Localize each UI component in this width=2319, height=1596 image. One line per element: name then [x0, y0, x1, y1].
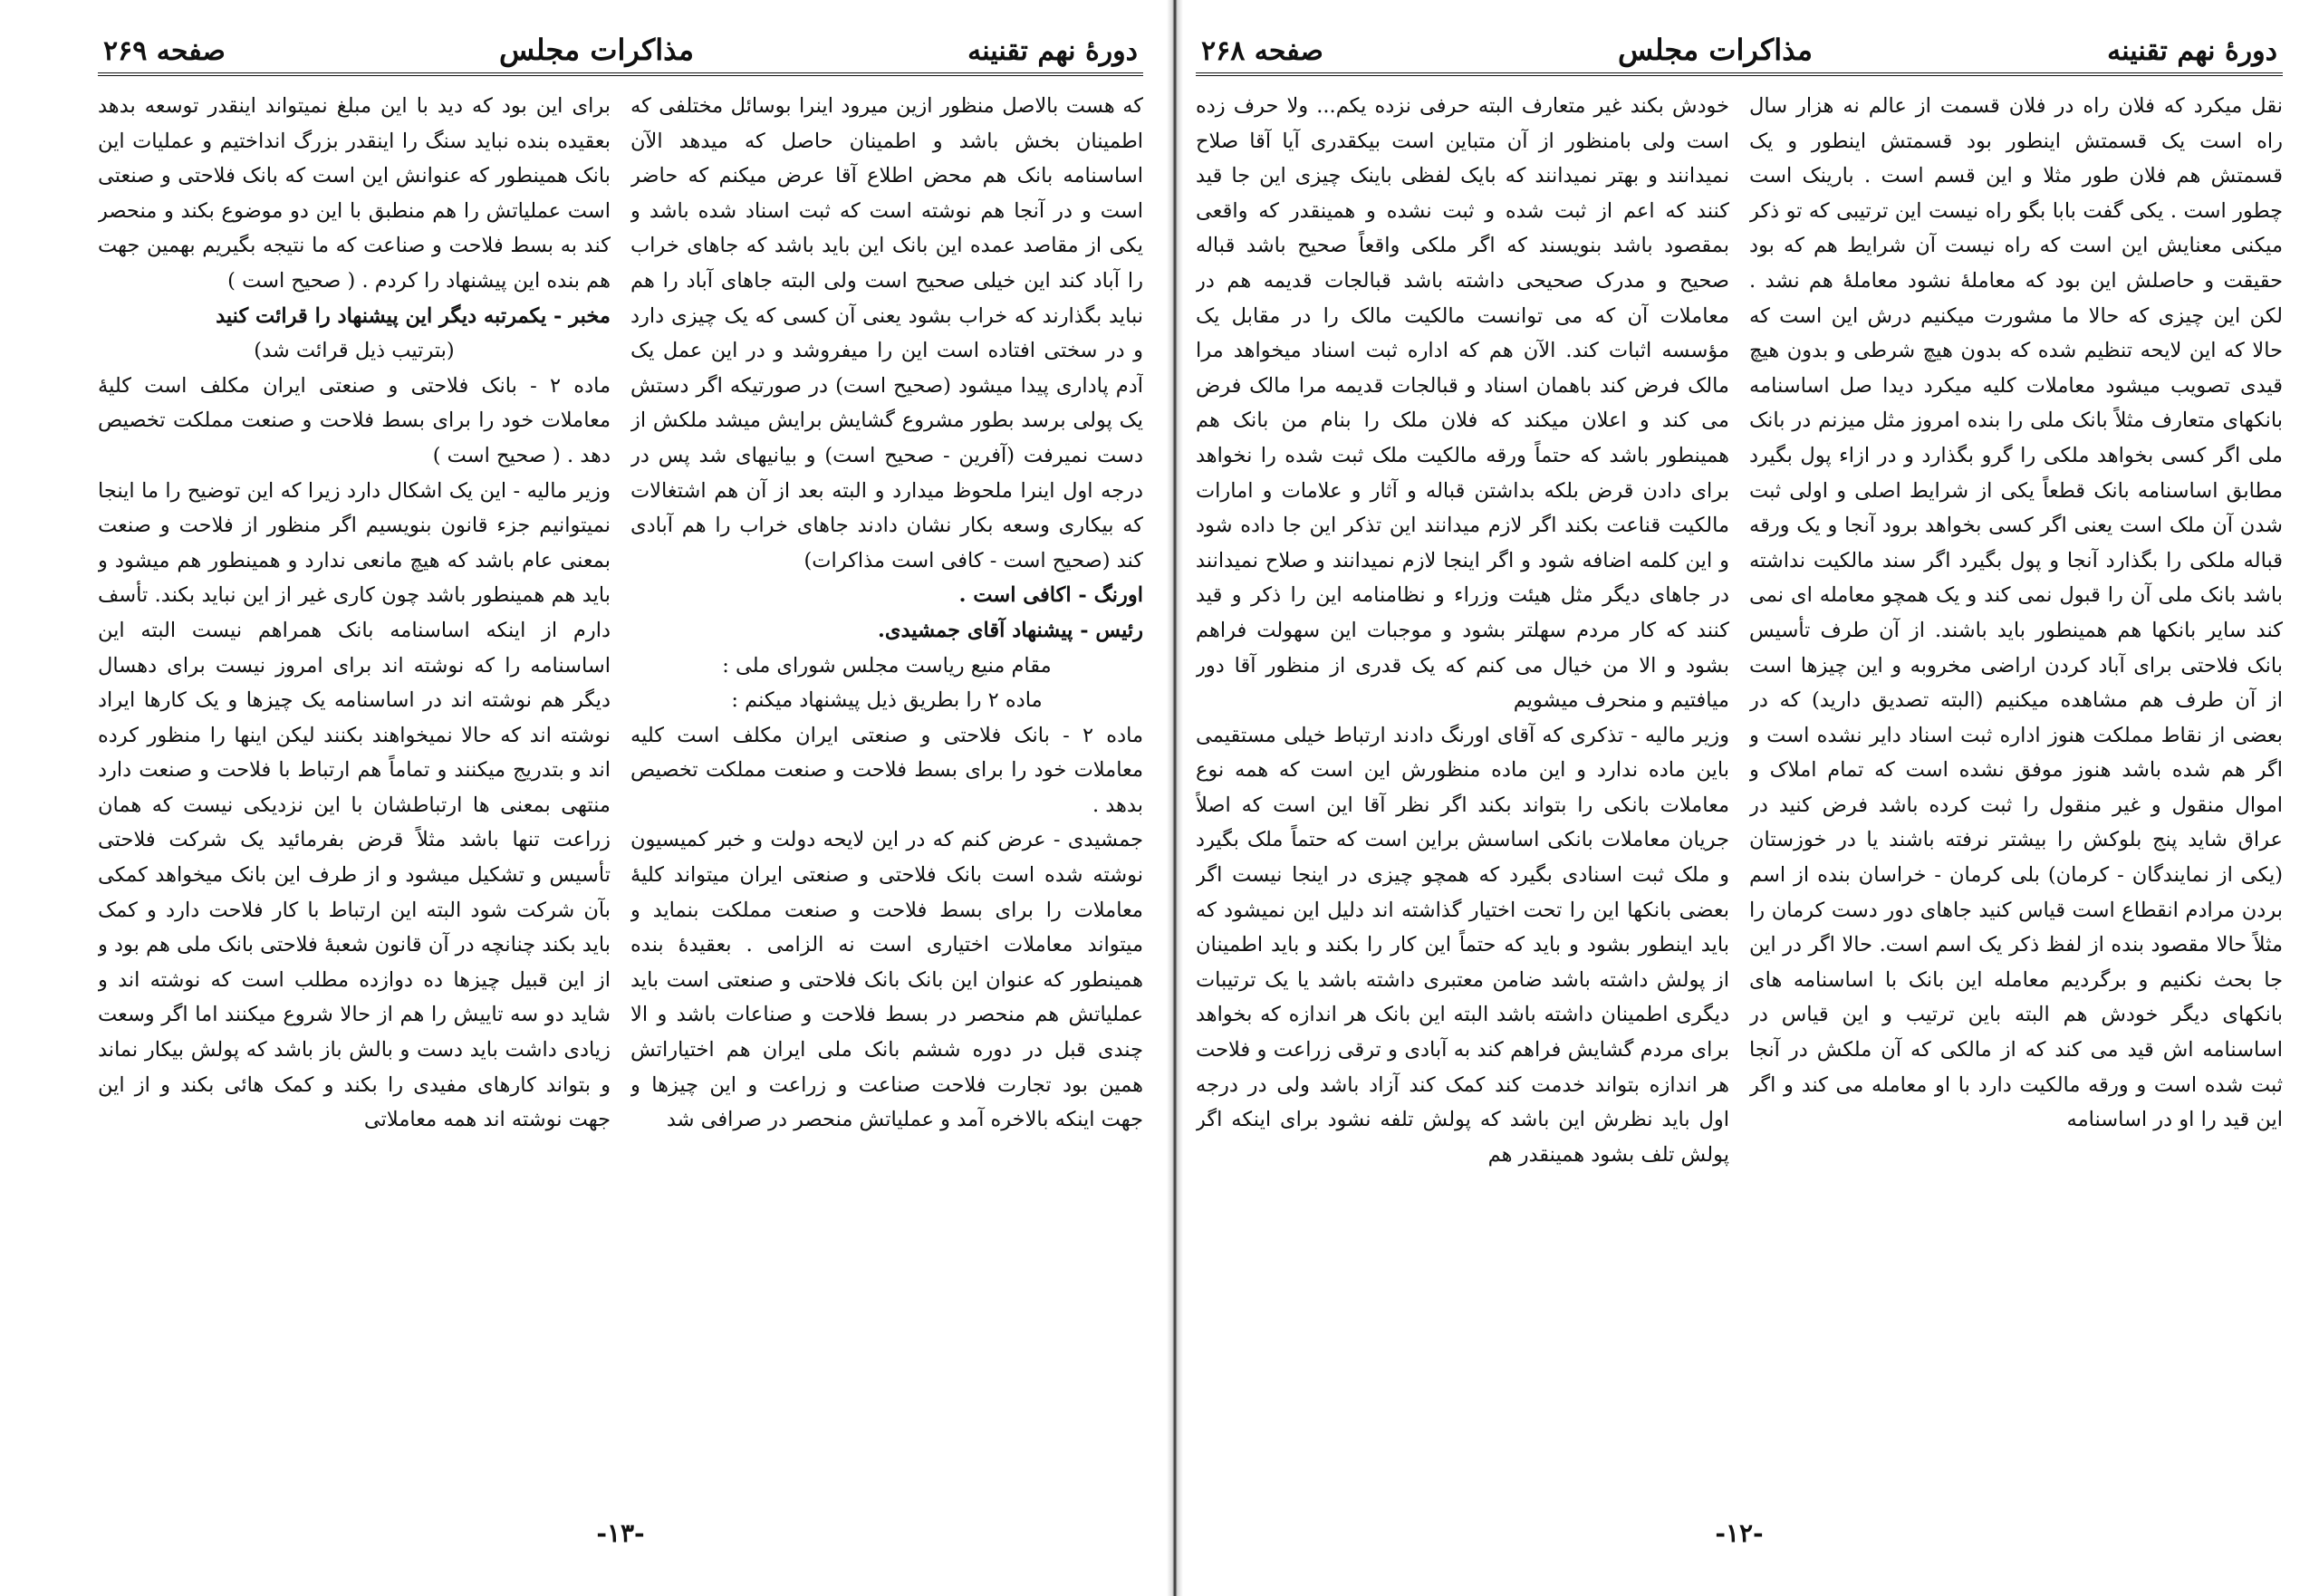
paragraph: وزیر مالیه - این یک اشکال دارد زیرا که این توضیح را ما اینجا نمیتوانیم جزء قانون بنویسیم اگر منظور از فلاحت و صنعت بمعنی عام باشد که هیچ مانعی ندارد و همینطور هم میشود و باید هم همینطور باشد چون کاری غیر از این نباید بکند. تأسف دارم از اینکه اساسنامه بانک همراهم نیست البته این اساسنامه را که نوشته اند برای امروز نیست برای دهسال دیگر هم نوشته اند در اساسنامه یک چیزها و یک کارها ایراد نوشته اند که حالا نمیخواهند بکنند لیکن اینها را منظور کرده اند و بتدریج میکنند و تماماً هم ارتباط با فلاحت و صنعت دارد منتهی بمعنی ها ارتباطشان با این نزدیکی نیست که همان زراعت تنها باشد مثلاً قرض بفرمائید یک شرکت فلاحتی تأسیس و تشکیل میشود و از طرف این بانک میخواهد کمکی بآن شرکت شود البته این ارتباط با کار فلاحت دارد و کمک باید بکند چنانچه در آن قانون شعبهٔ فلاحتی بانک ملی هم بود و از این قبیل چیزها ده دوازده مطلب است که نوشته اند و شاید دو سه تاییش را هم از حالا شروع میکنند اما اگر وسعت زیادی داشت باید دست و بالش باز باشد که پولش بیکار نماند و بتواند کارهای مفیدی را بکند و کمک هائی بکند و از این جهت نوشته اند همه معاملاتی [98, 478, 611, 1132]
paragraph: نقل میکرد که فلان راه در فلان قسمت از عالم نه هزار سال راه است یک قسمتش اینطور بود قسمتش اینطور و یک قسمتش هم فلان طور مثلا و این قسم است . بارینک است چطور است . یکی گفت بابا بگو راه نیست این ترتیبی که تو ذکر میکنی معنایش این است که راه نیست آن شرایط هم که بود حقیقت و حاصلش این بود که معاملهٔ نشود معاملهٔ هم نشد . لکن این چیزی که حالا ما مشورت میکنیم درش این است که حالا که این لایحه تنظیم شده که بدون هیچ شرطی و بدون هیچ قیدی تصویب میشود معاملات کلیه میکرد دیدا صل اساسنامه بانکهای متعارف مثلاً بانک ملی را بنده امروز مثل میزنم در بانک ملی اگر کسی بخواهد ملکی را گرو بگذارد و در ازاء پول بگیرد مطابق اساسنامه بانک قطعاً یکی از شرایط اصلی و اولی ثبت شدن آن ملک است یعنی اگر کسی بخواهد برود آنجا و یک ورقه قباله ملکی را بگذارد آنجا و پول بگیرد اگر سند مالکیت نداشته باشد بانک ملی آن را قبول نمی کند و یک همچو معامله ای نمی کند سایر بانکها هم همینطور باید باشند. از آن طرف تأسیس بانک فلاحتی برای آباد کردن اراضی مخروبه و این چیزها است از آن طرف هم مشاهده میکنیم (البته تصدیق دارید) که در بعضی از نقاط مملکت هنوز اداره ثبت اسناد دایر نشده است و اگر هم شده باشد هنوز موفق نشده است که تمام املاک و اموال منقول و غیر منقول را ثبت کرده باشد فرض کنید در عراق شاید پنج بلوکش را بیشتر نرفته باشند یا در خوزستان (یکی از نمایندگان - کرمان) بلی کرمان - خراسان بنده از اسم بردن مرادم انقطاع است قیاس کنید جاهای دور دست کرمان را مثلاً حالا مقصود بنده از لفظ ذکر یک اسم است. حالا اگر در این جا بحث نکنیم و برگردیم معامله این بانک با اساسنامه های بانکهای دیگر خودش هم البته باین ترتیب و این قیاس در اساسنامه اش قید می کند که از مالکی که آن ملکش در آنجا ثبت شده است و ورقه مالکیت دارد با او معامله می کند و اگر این قید را او در اساسنامه [1749, 94, 2283, 1132]
left-page-column-right [630, 89, 1143, 1509]
right-header-page-label: صفحه ۲۶۸ [1201, 35, 1323, 67]
speaker-line: اورنگ - اکافی است . [958, 583, 1143, 608]
right-page-column-right [1749, 89, 2283, 1509]
left-header-title: مذاکرات مجلس [498, 33, 695, 67]
left-page-number: -۱۳- [596, 1518, 645, 1548]
left-page-column-left [98, 89, 611, 1509]
paragraph: وزیر مالیه - تذکری که آقای اورنگ دادند ارتباط خیلی مستقیمی باین ماده ندارد و این ماده منظورش این است که همه نوع معاملات بانکی را بتواند بکند اگر نظر آقا این است که اصلاً جریان معاملات بانکی اساسش براین است که حتماً ملک بگیرد و ملک ثبت اسنادی بگیرد که همچو چیزی در اینجا نیست اگر بعضی بانکها این را تحت اختیار گذاشته اند دلیل این نمیشود که باید اینطور بشود و باید که حتماً این کار را بکند و باید اطمینان از پولش داشته باشد ضامن معتبری داشته باشد یا یک ترتیبات دیگری اطمینان داشته باشد البته این بانک هر اندازه که بخواهد برای مردم گشایش فراهم کند به آبادی و ترقی زراعت و فلاحت هر اندازه بتواند خدمت کند کمک کند آزاد باشد ولی در درجه اول باید نظرش این باشد که پولش تلفه نشود برای اینکه اگر پولش تلف بشود همینقدر هم [1196, 723, 1729, 1167]
right-page-column-left [1196, 89, 1729, 1509]
paragraph: جمشیدی - عرض کنم که در این لایحه دولت و خبر کمیسیون نوشته شده است بانک فلاحتی و صنعتی ایران میتواند کلیهٔ معاملات را برای بسط فلاحت و صنعت مملکت بنماید و میتواند معاملات اختیاری است نه الزامی . بعقیدهٔ بنده همینطور که عنوان این بانک بانک فلاحتی و صنعتی است باید عملیاتش هم منحصر در بسط فلاحت و صناعات باشد و الا چندی قبل در دوره ششم بانک ملی ایران هم اختیاراتش همین بود تجارت فلاحت صناعت و زراعت و این چیزها و جهت اینکه بالاخره آمد و عملیاتش منحصر در صرافی شد [630, 828, 1143, 1132]
left-header-page-label: صفحه ۲۶۹ [103, 35, 226, 67]
speaker-line: رئیس - پیشنهاد آقای جمشیدی. [878, 618, 1143, 642]
paragraph: خودش بکند غیر متعارف البته حرفی نزده یکم... ولا حرف زده است ولی بامنظور از آن متباین است بیکقدری آیا آقا صلاح نمیدانند و بهتر نمیدانند که بایک لفظی باینک چیزی این جا قید کنند که اعم از ثبت شده و ثبت نشده و همینقدر که واقعی بمقصود باشد بنویسند که اگر ملکی واقعاً صحیح باشد قباله صحیح و مدرک صحیحی داشته باشد قبالجات قدیمه هم در معاملات آن که می توانست مالکیت مالک را در مقابل یک مؤسسه اثبات کند. الآن هم که اداره ثبت اسناد میخواهد مرا مالک فرض کند باهمان اسناد و قبالجات قدیمه مرا مالک فرض می کند و اعلان میکند که فلان ملک را بنام من بانک هم همینطور باشد که حتماً ورقه مالکیت ملک ثبت شده را نخواهد برای دادن قرض بلکه بداشتن قباله و آثار و علامات و امارات مالکیت قناعت بکند اگر لازم میدانند این تذکر این جا داده شود و این کلمه اضافه شود و اگر اینجا لازم نمیدانند و صلاح نمیدانند در جاهای دیگر مثل هیئت وزراء و نظامنامه این را ذکر و قید کنند که کار مردم سهلتر بشود و موجبات این سهولت فراهم بشود و الا من خیال می کنم که یک قدری از منظور آقا دور میافتیم و منحرف میشویم [1196, 94, 1729, 713]
proposal-line: مقام منیع ریاست مجلس شورای ملی : [722, 653, 1052, 678]
paragraph: ماده ۲ - بانک فلاحتی و صنعتی ایران مکلف است کلیه معاملات خود را برای بسط فلاحت و صنعت مملکت تخصیص بدهد . [630, 723, 1143, 817]
left-page-columns [98, 89, 1143, 1509]
paragraph: برای این بود که دید با این مبلغ نمیتواند اینقدر توسعه بدهد بعقیده بنده نباید سنگ را اینقدر بزرگ انداختیم و عملیات این بانک همینطور که عنوانش این است که بانک فلاحتی و صنعتی است عملیاتش را هم منطبق با این دو موضوع بکند و منحصر کند به بسط فلاحت و صناعت که ما نتیجه بگیریم بهمین جهت هم بنده این پیشنهاد را کردم . ( صحیح است ) [98, 94, 611, 293]
paragraph: که هست بالاصل منظور ازین میرود اینرا بوسائل مختلفی که اطمینان بخش باشد و اطمینان حاصل که میدهد الآن اساسنامه بانک هم محض اطلاع آقا عرض میکنم که حاضر است و در آنجا هم نوشته است که ثبت اسناد شده باشد و یکی از مقاصد عمده این بانک این باید باشد که جاهای خراب را آباد کند این خیلی صحیح است ولی البته جاهای آباد را هم نباید بگذارند که خراب بشود یعنی آن کسی که یک چیزی دارد و در سختی افتاده است این را میفروشد و در این عمل یک آدم پاداری پیدا میشود (صحیح است) در صورتیکه اگر دستش یک پولی برسد بطور مشروع گشایش برایش میشد ملکش از دست نمیرفت (آفرین - صحیح است) و بیانیهای شد پس در درجه اول اینرا ملحوظ میدارد و البته بعد از آن هم اشتغالات که بیکاری وسعه بکار نشان دادند جاهای خراب را هم آبادی کند (صحیح است - کافی است مذاکرات) [630, 94, 1143, 572]
paragraph: ماده ۲ - بانک فلاحتی و صنعتی ایران مکلف است کلیهٔ معاملات خود را برای بسط فلاحت و صنعت مملکت تخصیص دهد . ( صحیح است ) [98, 373, 611, 467]
right-page-columns [1196, 89, 2283, 1509]
right-header-session: دورهٔ نهم تقنینه [2107, 35, 2277, 67]
reading-note: (بترتیب ذیل قرائت شد) [254, 339, 455, 363]
right-page [1178, 0, 2319, 1596]
right-header-title: مذاکرات مجلس [1617, 33, 1814, 67]
right-page-header [1196, 27, 2283, 76]
speaker-line: مخبر - یکمرتبه دیگر این پیشنهاد را قرائت کنید [216, 303, 611, 328]
right-page-number: -۱۲- [1715, 1518, 1764, 1548]
proposal-line: ماده ۲ را بطریق ذیل پیشنهاد میکنم : [731, 688, 1043, 713]
left-header-session: دورهٔ نهم تقنینه [967, 35, 1138, 67]
left-page-header [98, 27, 1143, 76]
